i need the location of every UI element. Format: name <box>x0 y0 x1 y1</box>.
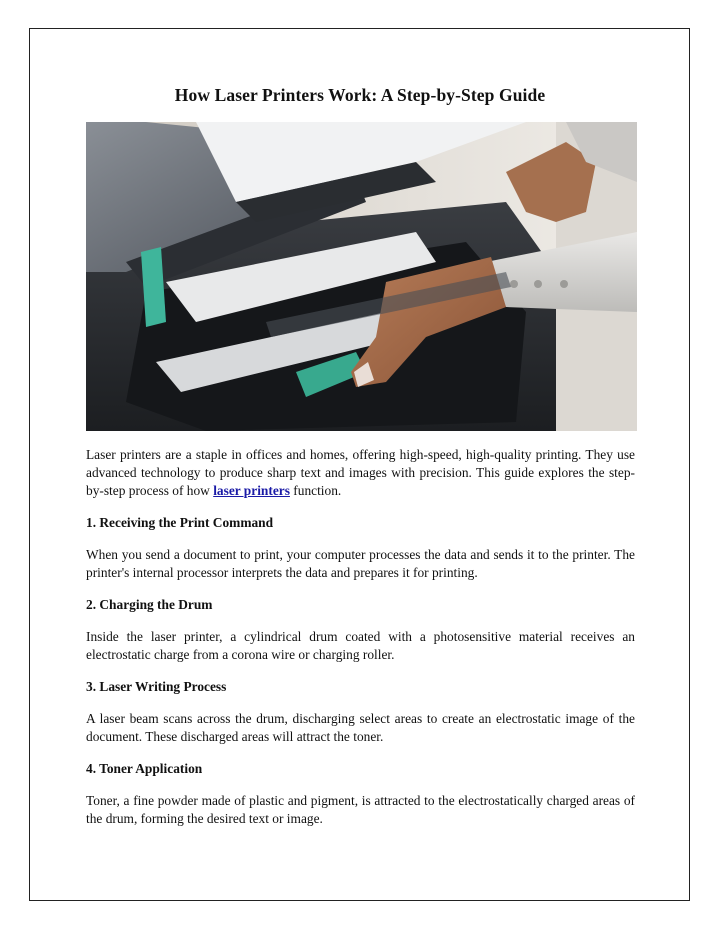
hero-photo <box>86 122 637 431</box>
page-title: How Laser Printers Work: A Step-by-Step Guide <box>174 85 546 105</box>
section-body: Toner, a fine powder made of plastic and pigment, is attracted to the electrostatically charged areas of the drum, forming the desired text or image. <box>86 793 635 826</box>
printer-photo-icon <box>86 122 637 431</box>
section-heading: 2. Charging the Drum <box>86 597 213 612</box>
section-heading: 3. Laser Writing Process <box>86 679 227 694</box>
article-body <box>86 446 635 828</box>
section-body: Inside the laser printer, a cylindrical drum coated with a photosensitive material receives an electrostatic charge from a corona wire or charging roller. <box>86 629 635 662</box>
section-body: A laser beam scans across the drum, discharging select areas to create an electrostatic image of the document. These discharged areas will attract the toner. <box>86 711 635 744</box>
intro-text-end: function. <box>289 483 342 498</box>
intro-paragraph <box>86 446 635 500</box>
section-heading: 4. Toner Application <box>86 761 203 776</box>
intro-text: Laser printers are a staple in offices and homes, offering high-speed, high-quality printing. They use advanced technology to produce sharp text and images with precision. This guide explores the step-by-step process of how <box>86 447 635 498</box>
section-body: When you send a document to print, your computer processes the data and sends it to the printer. The printer's internal processor interprets the data and prepares it for printing. <box>86 547 635 580</box>
section-heading: 1. Receiving the Print Command <box>86 515 274 530</box>
laser-printers-link[interactable]: laser printers <box>213 483 290 498</box>
